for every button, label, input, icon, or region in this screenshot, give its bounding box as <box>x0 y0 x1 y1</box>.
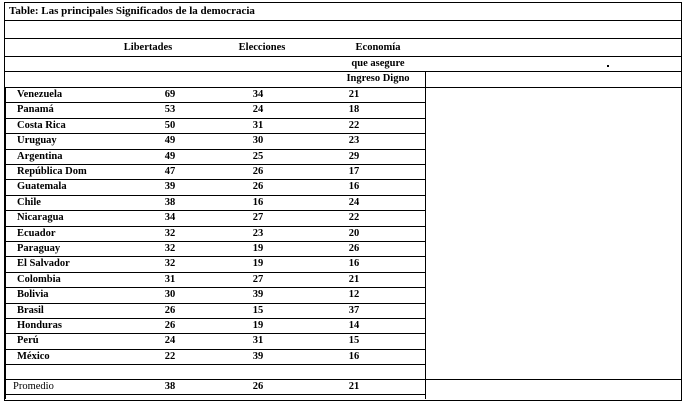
cell-libertades: 69 <box>164 89 176 100</box>
table-row <box>5 150 425 165</box>
header-elecciones: Elecciones <box>238 42 286 53</box>
cell-elecciones: 15 <box>252 304 264 316</box>
cell-economia: 24 <box>348 196 360 208</box>
cell-libertades: 49 <box>164 150 176 162</box>
cell-libertades: 53 <box>164 104 176 116</box>
cell-economia: 16 <box>348 350 360 362</box>
cell-country: Colombia <box>17 273 61 285</box>
cell-libertades: 31 <box>164 273 176 285</box>
table-row <box>5 334 425 349</box>
table-title: Table: Las principales Significados de la democracia <box>5 3 681 21</box>
cell-libertades: 47 <box>164 166 176 177</box>
cell-elecciones: 34 <box>252 89 264 100</box>
cell-elecciones: 19 <box>252 258 264 270</box>
cell-economia: 16 <box>348 258 360 270</box>
table-row <box>5 319 425 334</box>
header-economia-line2: que asegure <box>351 58 405 69</box>
cell-country: Brasil <box>17 304 44 316</box>
column-line <box>5 87 6 399</box>
cell-elecciones: 26 <box>252 166 264 177</box>
table-row <box>5 227 425 242</box>
cell-libertades: 49 <box>164 135 176 147</box>
cell-elecciones: 39 <box>252 289 264 301</box>
header-economia-line3: Ingreso Digno <box>346 73 410 84</box>
cell-libertades: 32 <box>164 227 176 239</box>
cell-economia: 15 <box>348 335 360 347</box>
table-row <box>5 273 425 288</box>
cell-country: Argentina <box>17 150 63 162</box>
cell-economia: 18 <box>348 104 360 116</box>
cell-economia: 22 <box>348 119 360 131</box>
cell-libertades: 26 <box>164 320 176 331</box>
cell-libertades: 32 <box>164 258 176 270</box>
table-row <box>5 180 425 195</box>
table-row <box>5 103 425 118</box>
cell-libertades: 26 <box>164 304 176 316</box>
cell-country: El Salvador <box>17 258 70 270</box>
table-row <box>5 196 425 211</box>
cell-country: Ecuador <box>17 227 56 239</box>
cell-economia: 14 <box>348 320 360 331</box>
table-row <box>5 88 425 103</box>
cell-elecciones: 25 <box>252 150 264 162</box>
table-row <box>5 350 425 365</box>
blank-row <box>5 21 681 39</box>
cell-elecciones: 19 <box>252 320 264 331</box>
cell-country: Paraguay <box>17 243 61 254</box>
cell-libertades: 22 <box>164 350 176 362</box>
cell-libertades: 39 <box>164 181 176 193</box>
cell-elecciones: 23 <box>252 227 264 239</box>
cell-country: México <box>17 350 50 362</box>
cell-libertades: 38 <box>164 196 176 208</box>
cell-country: Nicaragua <box>17 212 64 224</box>
cell-elecciones: 26 <box>252 381 264 393</box>
cell-libertades: 24 <box>164 335 176 347</box>
cell-economia: 12 <box>348 289 360 301</box>
table-row <box>5 119 425 134</box>
cell-elecciones: 39 <box>252 350 264 362</box>
cell-country: Bolivia <box>17 289 49 301</box>
table-row <box>5 288 425 303</box>
cell-economia: 21 <box>348 381 360 393</box>
cell-elecciones: 19 <box>252 243 264 254</box>
cell-economia: 22 <box>348 212 360 224</box>
cell-elecciones: 31 <box>252 335 264 347</box>
cell-economia: 23 <box>348 135 360 147</box>
cell-elecciones: 24 <box>252 104 264 116</box>
table-sheet <box>4 2 682 401</box>
cell-libertades: 38 <box>164 381 176 393</box>
table-row <box>5 257 425 272</box>
cell-country: Perú <box>17 335 39 347</box>
cell-country: Guatemala <box>17 181 67 193</box>
cell-libertades: 50 <box>164 119 176 131</box>
cell-country: Costa Rica <box>17 119 66 131</box>
table-row <box>5 304 425 319</box>
cell-libertades: 32 <box>164 243 176 254</box>
table-row <box>5 165 425 180</box>
cell-economia: 21 <box>348 273 360 285</box>
cell-country: Promedio <box>13 381 54 393</box>
cell-libertades: 34 <box>164 212 176 224</box>
cell-economia: 26 <box>348 243 360 254</box>
cell-economia: 21 <box>348 89 360 100</box>
cell-libertades: 30 <box>164 289 176 301</box>
cell-economia: 20 <box>348 227 360 239</box>
row-line <box>5 364 425 365</box>
cell-country: Uruguay <box>17 135 57 147</box>
stray-dot <box>607 65 609 67</box>
cell-economia: 16 <box>348 181 360 193</box>
cell-economia: 29 <box>348 150 360 162</box>
cell-economia: 37 <box>348 304 360 316</box>
row-line <box>5 394 425 395</box>
column-line <box>425 71 426 399</box>
cell-elecciones: 26 <box>252 181 264 193</box>
table-row <box>5 211 425 226</box>
table-row <box>5 134 425 149</box>
cell-elecciones: 16 <box>252 196 264 208</box>
cell-country: Venezuela <box>17 89 63 100</box>
cell-elecciones: 31 <box>252 119 264 131</box>
cell-elecciones: 27 <box>252 212 264 224</box>
promedio-row <box>5 380 425 395</box>
cell-economia: 17 <box>348 166 360 177</box>
table-row <box>5 242 425 257</box>
cell-country: Chile <box>17 196 41 208</box>
cell-country: Honduras <box>17 320 62 331</box>
cell-country: Panamá <box>17 104 54 116</box>
cell-country: República Dom <box>17 166 87 177</box>
header-economia: Economía <box>355 42 401 53</box>
cell-elecciones: 27 <box>252 273 264 285</box>
header-libertades: Libertades <box>123 42 173 53</box>
cell-elecciones: 30 <box>252 135 264 147</box>
